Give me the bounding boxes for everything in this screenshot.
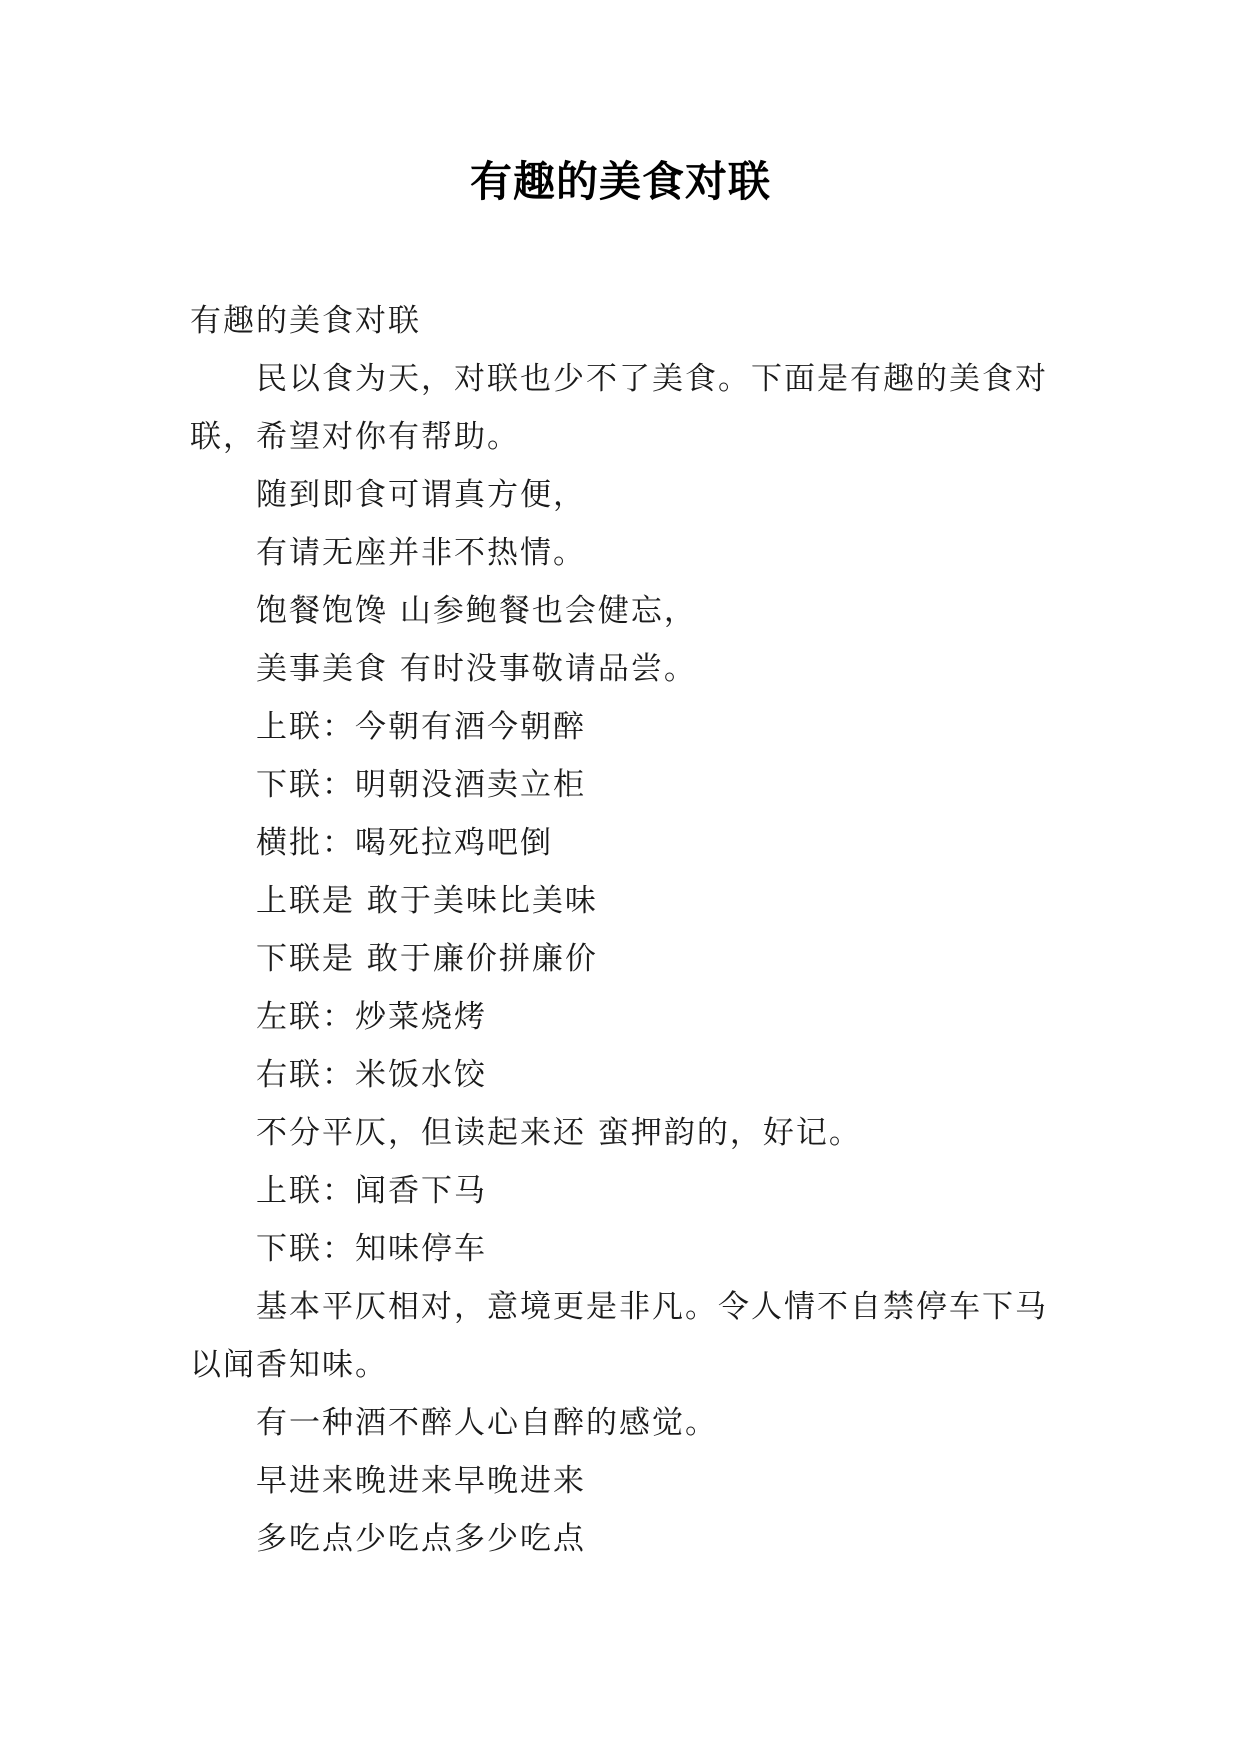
paragraph: 不分平仄，但读起来还 蛮押韵的，好记。 [256,1115,862,1151]
paragraph: 随到即食可谓真方便， [256,477,586,513]
paragraph: 多吃点少吃点多少吃点 [256,1521,586,1557]
paragraph: 有请无座并非不热情。 [256,535,586,571]
paragraph: 上联：今朝有酒今朝醉 [256,709,586,745]
paragraph: 上联是 敢于美味比美味 [256,883,598,919]
document-title: 有趣的美食对联 [469,157,771,206]
paragraph: 横批：喝死拉鸡吧倒 [256,825,553,861]
paragraph: 早进来晚进来早晚进来 [256,1463,586,1499]
paragraph: 美事美食 有时没事敬请品尝。 [256,651,697,687]
paragraph: 下联：知味停车 [256,1231,487,1267]
paragraph: 有趣的美食对联 [190,303,421,339]
paragraph: 有一种酒不醉人心自醉的感觉。 [256,1405,718,1441]
paragraph: 民以食为天，对联也少不了美食。下面是有趣的美食对联，希望对你有帮助。 [190,361,1048,455]
document-body [190,292,1050,1568]
paragraph: 基本平仄相对，意境更是非凡。令人情不自禁停车下马以闻香知味。 [190,1289,1048,1383]
paragraph: 左联：炒菜烧烤 [256,999,487,1035]
paragraph: 右联：米饭水饺 [256,1057,487,1093]
paragraph: 下联：明朝没酒卖立柜 [256,767,586,803]
paragraph: 饱餐饱馋 山参鲍餐也会健忘， [256,593,697,629]
paragraph: 下联是 敢于廉价拼廉价 [256,941,598,977]
paragraph: 上联：闻香下马 [256,1173,487,1209]
